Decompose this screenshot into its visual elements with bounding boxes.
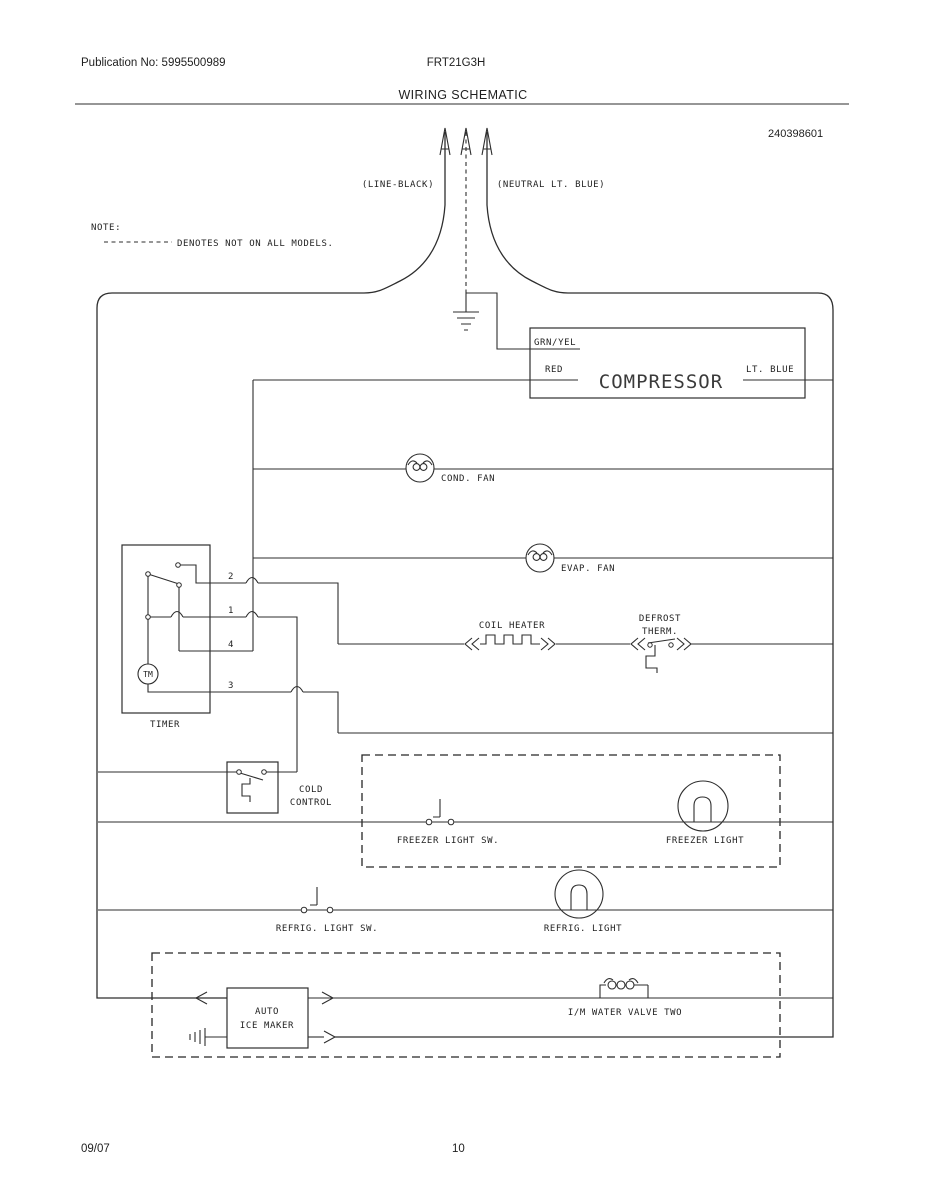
neutral-wire <box>335 132 833 1037</box>
water-valve-coil-icon <box>604 979 638 989</box>
refrig-light-sw-label: REFRIG. LIGHT SW. <box>275 924 379 934</box>
cold-control-label-2: CONTROL <box>289 798 333 808</box>
timer-terminal-1: 1 <box>227 606 235 616</box>
timer-t3-wire <box>210 687 833 734</box>
lt-blue-label: LT. BLUE <box>746 365 795 375</box>
defrost-therm-icon <box>631 638 691 673</box>
cold-control-contact-left <box>237 770 242 775</box>
freezer-light-lamp-icon <box>678 781 728 831</box>
cold-control-contact-right <box>262 770 267 775</box>
timer-terminal-2: 2 <box>227 572 235 582</box>
freezer-light-option-box <box>362 755 780 867</box>
ice-maker-out2-icon <box>324 1031 335 1043</box>
defrost-heater-wire <box>338 635 833 644</box>
neutral-label: (NEUTRAL LT. BLUE) <box>496 180 606 190</box>
cold-control-box <box>227 762 278 813</box>
ice-maker-box <box>227 988 308 1048</box>
timer-terminal-4: 4 <box>227 640 235 650</box>
refrig-light-switch-icon <box>301 887 333 913</box>
page-title: WIRING SCHEMATIC <box>398 88 528 102</box>
timer-label: TIMER <box>149 720 181 730</box>
timer-box <box>122 545 210 713</box>
component-symbols <box>138 454 728 1043</box>
ice-maker-ground <box>190 1028 227 1046</box>
compressor-label: COMPRESSOR <box>598 371 724 393</box>
cold-control-label-1: COLD <box>298 785 324 795</box>
water-valve-label: I/M WATER VALVE TWO <box>567 1008 683 1018</box>
schematic-labels <box>143 180 794 1031</box>
page-footer <box>81 1143 465 1155</box>
evap-fan-label: EVAP. FAN <box>561 564 616 574</box>
line-black-label: (LINE-BLACK) <box>361 180 435 190</box>
refrig-light-lamp-icon <box>555 870 603 918</box>
refrig-light-label: REFRIG. LIGHT <box>543 924 623 934</box>
defrost-label-2: THERM. <box>641 627 679 637</box>
defrost-label-1: DEFROST <box>638 614 682 624</box>
timer-motor-label: TM <box>143 670 153 679</box>
timer-terminal-3: 3 <box>227 681 235 691</box>
cond-fan-motor-icon <box>406 454 434 482</box>
part-number: 240398601 <box>768 128 824 140</box>
red-label: RED <box>545 365 564 375</box>
note-label: NOTE: <box>91 223 122 233</box>
freezer-light-switch-icon <box>426 799 454 825</box>
coil-heater-label: COIL HEATER <box>478 621 546 631</box>
coil-heater-connector-icon <box>465 638 555 650</box>
note-text: DENOTES NOT ON ALL MODELS. <box>177 239 334 249</box>
freezer-light-label: FREEZER LIGHT <box>665 836 745 846</box>
footer-date: 09/07 <box>81 1143 110 1155</box>
grn-yel-label: GRN/YEL <box>534 338 577 348</box>
note-block <box>91 223 333 249</box>
evap-fan-motor-icon <box>526 544 554 572</box>
ground-symbol <box>453 293 479 330</box>
publication-number: Publication No: 5995500989 <box>81 57 226 69</box>
freezer-light-sw-label: FREEZER LIGHT SW. <box>396 836 500 846</box>
ice-maker-label-1: AUTO <box>254 1007 280 1017</box>
cond-fan-label: COND. FAN <box>441 474 496 484</box>
footer-page-number: 10 <box>452 1143 465 1155</box>
ice-maker-label-2: ICE MAKER <box>239 1021 295 1031</box>
model-number: FRT21G3H <box>426 57 486 69</box>
page-header <box>75 57 849 140</box>
